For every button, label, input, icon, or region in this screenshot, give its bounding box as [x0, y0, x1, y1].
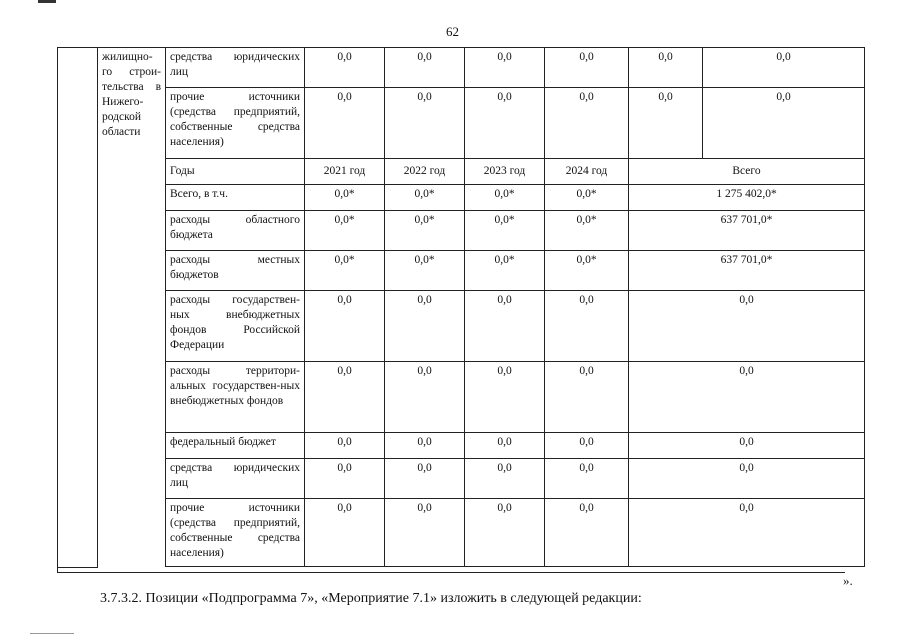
value-cell: 0,0	[465, 88, 545, 159]
row-label: прочие источники (средства предприятий, собственные средства населения)	[166, 499, 305, 567]
value-cell: 0,0	[385, 499, 465, 567]
table-row	[58, 88, 865, 159]
table-row	[58, 362, 865, 433]
row-label: федеральный бюджет	[166, 433, 305, 459]
total-cell: 637 701,0*	[629, 251, 865, 291]
value-cell: 0,0*	[385, 185, 465, 211]
total-cell: 0,0	[629, 499, 865, 567]
financing-table	[57, 47, 865, 568]
value-cell: 0,0	[703, 88, 865, 159]
table-row	[58, 291, 865, 362]
value-cell: 0,0*	[385, 251, 465, 291]
spacer-cell	[166, 567, 865, 568]
value-cell: 0,0	[629, 88, 703, 159]
value-cell: 0,0	[545, 291, 629, 362]
value-cell: 0,0*	[305, 185, 385, 211]
value-cell: 0,0	[385, 362, 465, 433]
value-cell: 0,0*	[465, 185, 545, 211]
value-cell: 0,0*	[305, 251, 385, 291]
value-cell: 0,0*	[465, 251, 545, 291]
table-row	[58, 251, 865, 291]
footer-mark	[30, 633, 74, 634]
row-label: расходы территори-альных государствен-ных внебюджетных фондов	[166, 362, 305, 433]
row-label: прочие источники (средства предприятий, собственные средства населения)	[166, 88, 305, 159]
value-cell: 0,0	[305, 88, 385, 159]
years-label: Годы	[166, 159, 305, 185]
total-cell: 0,0	[629, 291, 865, 362]
value-cell: 0,0	[465, 48, 545, 88]
value-cell: 0,0	[305, 291, 385, 362]
table-end-spacer	[58, 567, 865, 568]
year-header: 2022 год	[385, 159, 465, 185]
table-row	[58, 459, 865, 499]
total-cell: 1 275 402,0*	[629, 185, 865, 211]
value-cell: 0,0	[545, 362, 629, 433]
empty-column-cell	[58, 48, 98, 568]
value-cell: 0,0*	[545, 211, 629, 251]
value-cell: 0,0	[545, 459, 629, 499]
table-row	[58, 211, 865, 251]
scan-mark	[38, 0, 56, 3]
table-row	[58, 48, 865, 88]
value-cell: 0,0	[629, 48, 703, 88]
table-bottom-border	[57, 572, 845, 573]
row-label: средства юридических лиц	[166, 48, 305, 88]
value-cell: 0,0*	[465, 211, 545, 251]
value-cell: 0,0*	[385, 211, 465, 251]
table-row	[58, 499, 865, 567]
total-cell: 0,0	[629, 433, 865, 459]
value-cell: 0,0	[385, 433, 465, 459]
value-cell: 0,0	[465, 291, 545, 362]
value-cell: 0,0	[465, 459, 545, 499]
value-cell: 0,0	[465, 499, 545, 567]
table-row	[58, 433, 865, 459]
year-header: 2021 год	[305, 159, 385, 185]
value-cell: 0,0	[385, 48, 465, 88]
value-cell: 0,0	[305, 48, 385, 88]
total-cell: 0,0	[629, 362, 865, 433]
value-cell: 0,0	[305, 433, 385, 459]
total-cell: 637 701,0*	[629, 211, 865, 251]
value-cell: 0,0	[703, 48, 865, 88]
value-cell: 0,0	[545, 433, 629, 459]
value-cell: 0,0	[385, 88, 465, 159]
value-cell: 0,0	[545, 88, 629, 159]
row-label: расходы местных бюджетов	[166, 251, 305, 291]
row-label: средства юридических лиц	[166, 459, 305, 499]
value-cell: 0,0*	[545, 251, 629, 291]
value-cell: 0,0	[545, 48, 629, 88]
closing-quote: ».	[843, 573, 853, 588]
value-cell: 0,0*	[305, 211, 385, 251]
total-cell: 0,0	[629, 459, 865, 499]
row-label: расходы областного бюджета	[166, 211, 305, 251]
value-cell: 0,0	[305, 362, 385, 433]
row-label: расходы государствен-ных внебюджетных фондов Российской Федерации	[166, 291, 305, 362]
row-label: Всего, в т.ч.	[166, 185, 305, 211]
value-cell: 0,0	[385, 291, 465, 362]
year-header: 2023 год	[465, 159, 545, 185]
table-row	[58, 185, 865, 211]
instruction-paragraph: 3.7.3.2. Позиции «Подпрограмма 7», «Мероприятие 7.1» изложить в следующей редакции:	[100, 591, 642, 606]
page-number: 62	[446, 24, 459, 39]
value-cell: 0,0	[305, 459, 385, 499]
total-header: Всего	[629, 159, 865, 185]
value-cell: 0,0	[305, 499, 385, 567]
header-row	[58, 159, 865, 185]
year-header: 2024 год	[545, 159, 629, 185]
value-cell: 0,0	[385, 459, 465, 499]
value-cell: 0,0	[545, 499, 629, 567]
value-cell: 0,0	[465, 362, 545, 433]
value-cell: 0,0*	[545, 185, 629, 211]
program-cell: жилищно-го строи-тельства в Нижего-родской области	[98, 48, 166, 568]
value-cell: 0,0	[465, 433, 545, 459]
